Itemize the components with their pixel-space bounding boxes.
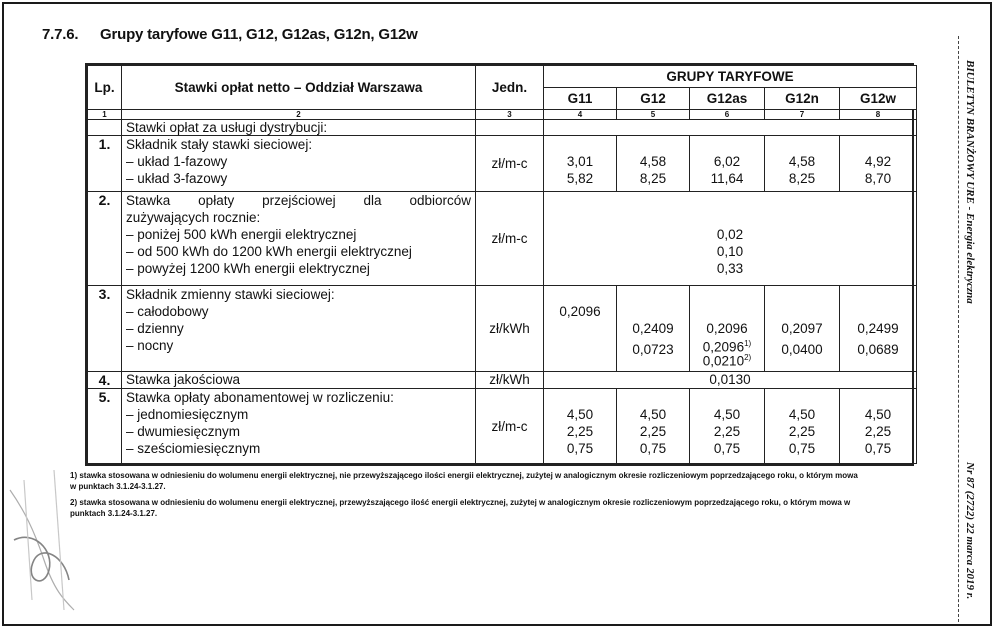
group-header-g12w: G12w <box>840 88 917 110</box>
footnote-marker: 2) <box>744 352 752 362</box>
value-cell: 0,75 <box>639 441 667 457</box>
column-number: 1 <box>88 110 122 120</box>
value-cell: 8,70 <box>864 171 892 186</box>
merged-value-cell: 0,02 <box>716 227 744 243</box>
section-title: Grupy taryfowe G11, G12, G12as, G12n, G12w <box>100 26 418 43</box>
value-cell: 8,25 <box>788 171 816 186</box>
value-cell: 0,75 <box>864 441 892 457</box>
section-heading <box>42 26 418 43</box>
value-cell: 0,2096 <box>706 320 748 336</box>
issue-date: Nr 87 (2722) 22 marca 2019 r. <box>964 462 976 600</box>
column-number: 4 <box>544 110 617 120</box>
table-row-3 <box>88 285 917 372</box>
section-number: 7.7.6. <box>42 26 79 43</box>
column-number-row <box>88 110 917 120</box>
row-label: – nocny <box>126 337 174 353</box>
row-label: – układ 1-fazowy <box>126 154 228 169</box>
value-cell: 0,2499 <box>857 320 899 336</box>
table-row-4 <box>88 372 917 389</box>
value-cell: 4,50 <box>639 407 667 423</box>
value-cell: 4,50 <box>566 407 594 423</box>
value-cell: 3,01 <box>566 154 594 169</box>
value-cell: 8,25 <box>639 171 667 186</box>
row-unit: zł/m-c <box>476 389 544 464</box>
column-number: 6 <box>690 110 765 120</box>
rate-name-header: Stawki opłat netto – Oddział Warszawa <box>122 66 476 110</box>
signature-stamp <box>4 460 84 620</box>
row-label: Składnik zmienny stawki sieciowej: <box>126 286 335 302</box>
section-title-cell: Stawki opłat za usługi dystrybucji: <box>126 120 328 135</box>
row-label: – poniżej 500 kWh energii elektrycznej <box>126 227 357 243</box>
merged-value-cell: 0,33 <box>716 261 744 277</box>
value-cell: 0,2097 <box>781 320 823 336</box>
row-label: zużywających rocznie: <box>126 210 261 226</box>
row-lp: 3. <box>88 285 122 372</box>
value-cell: 0,2096 <box>702 339 745 355</box>
value-cell: 0,75 <box>788 441 816 457</box>
tariff-table <box>85 63 914 466</box>
column-number: 2 <box>122 110 476 120</box>
unit-header: Jedn. <box>476 66 544 110</box>
value-cell: 2,25 <box>566 424 594 440</box>
value-cell: 0,0689 <box>857 341 899 357</box>
value-cell: 0,0400 <box>781 341 823 357</box>
section-row <box>88 120 917 136</box>
value-cell: 0,2096 <box>559 303 601 319</box>
row-unit: zł/kWh <box>476 372 544 389</box>
value-cell <box>694 320 760 337</box>
margin-divider <box>958 36 959 622</box>
footnote-1: 1) stawka stosowana w odniesieniu do wolumenu energii elektrycznej, nie przewyższającego ilości energii elektrycznej, zużytej w analogicznym okresie rozliczeniowym poprzedzającego roku, o którym mowa w punktach 3.1.24-3.1.27. <box>70 471 858 491</box>
tariff-groups-header: GRUPY TARYFOWE <box>544 66 917 88</box>
value-cell: 4,58 <box>639 154 667 169</box>
row-label: – powyżej 1200 kWh energii elektrycznej <box>126 261 370 277</box>
value-cell: 4,58 <box>788 154 816 169</box>
row-unit: zł/m-c <box>476 136 544 192</box>
value-cell: 0,75 <box>713 441 741 457</box>
value-cell: 4,50 <box>713 407 741 423</box>
table-row-2 <box>88 192 917 285</box>
row-label: – dzienny <box>126 320 184 336</box>
value-cell: 2,25 <box>713 424 741 440</box>
group-header-g12n: G12n <box>765 88 840 110</box>
value-cell: 0,75 <box>566 441 594 457</box>
value-cell: 4,92 <box>864 154 892 169</box>
value-cell: 5,82 <box>566 171 594 186</box>
value-cell <box>694 337 760 355</box>
row-lp: 4. <box>88 372 122 389</box>
value-cell: 11,64 <box>710 171 744 186</box>
row-label: Składnik stały stawki sieciowej: <box>126 137 313 152</box>
column-number: 3 <box>476 110 544 120</box>
row-label: – sześciomiesięcznym <box>126 441 261 457</box>
row-label: – całodobowy <box>126 303 209 319</box>
footnotes <box>70 470 860 524</box>
value-cell: 4,50 <box>864 407 892 423</box>
column-number: 8 <box>840 110 917 120</box>
lp-header: Lp. <box>88 66 122 110</box>
column-number: 5 <box>617 110 690 120</box>
row-label: – jednomiesięcznym <box>126 407 249 423</box>
bulletin-title: BIULETYN BRANŻOWY URE - Energia elektryczna <box>964 60 976 304</box>
value-cell: 0,0723 <box>632 341 674 357</box>
row-label: – dwumiesięcznym <box>126 424 241 440</box>
row-label: – od 500 kWh do 1200 kWh energii elektrycznej <box>126 244 412 260</box>
table-row-1 <box>88 136 917 192</box>
merged-value-cell: 0,0130 <box>544 372 917 389</box>
row-lp: 5. <box>88 389 122 464</box>
running-header <box>964 60 986 620</box>
row-lp: 2. <box>88 192 122 285</box>
row-unit: zł/m-c <box>476 192 544 285</box>
footnote-2: 2) stawka stosowana w odniesieniu do wolumenu energii elektrycznej, przewyższającego ilość energii elektrycznej, zużytej w analogicznym okresie rozliczeniowym poprzedzającego roku, o którym mowa w punktach 3.1.24-3.1.27. <box>70 498 851 518</box>
column-number: 7 <box>765 110 840 120</box>
value-cell: 2,25 <box>788 424 816 440</box>
value-cell: 0,0210 <box>702 353 745 369</box>
row-unit: zł/kWh <box>476 285 544 372</box>
value-cell: 0,2409 <box>632 320 674 336</box>
footnote-marker: 1) <box>744 338 752 348</box>
value-cell: 6,02 <box>713 154 741 169</box>
value-cell: 4,50 <box>788 407 816 423</box>
row-label: Stawka opłaty abonamentowej w rozliczeniu: <box>126 390 394 406</box>
row-label: Stawka jakościowa <box>126 372 241 388</box>
merged-value-cell: 0,10 <box>716 244 744 260</box>
group-header-g12: G12 <box>617 88 690 110</box>
row-label: – układ 3-fazowy <box>126 171 228 186</box>
group-header-g11: G11 <box>544 88 617 110</box>
value-cell: 2,25 <box>864 424 892 440</box>
row-label: Stawka opłaty przejściowej dla odbiorców <box>126 193 471 209</box>
value-cell: 2,25 <box>639 424 667 440</box>
row-lp: 1. <box>88 136 122 192</box>
value-cell <box>694 351 760 369</box>
group-header-g12as: G12as <box>690 88 765 110</box>
table-row-5 <box>88 389 917 464</box>
